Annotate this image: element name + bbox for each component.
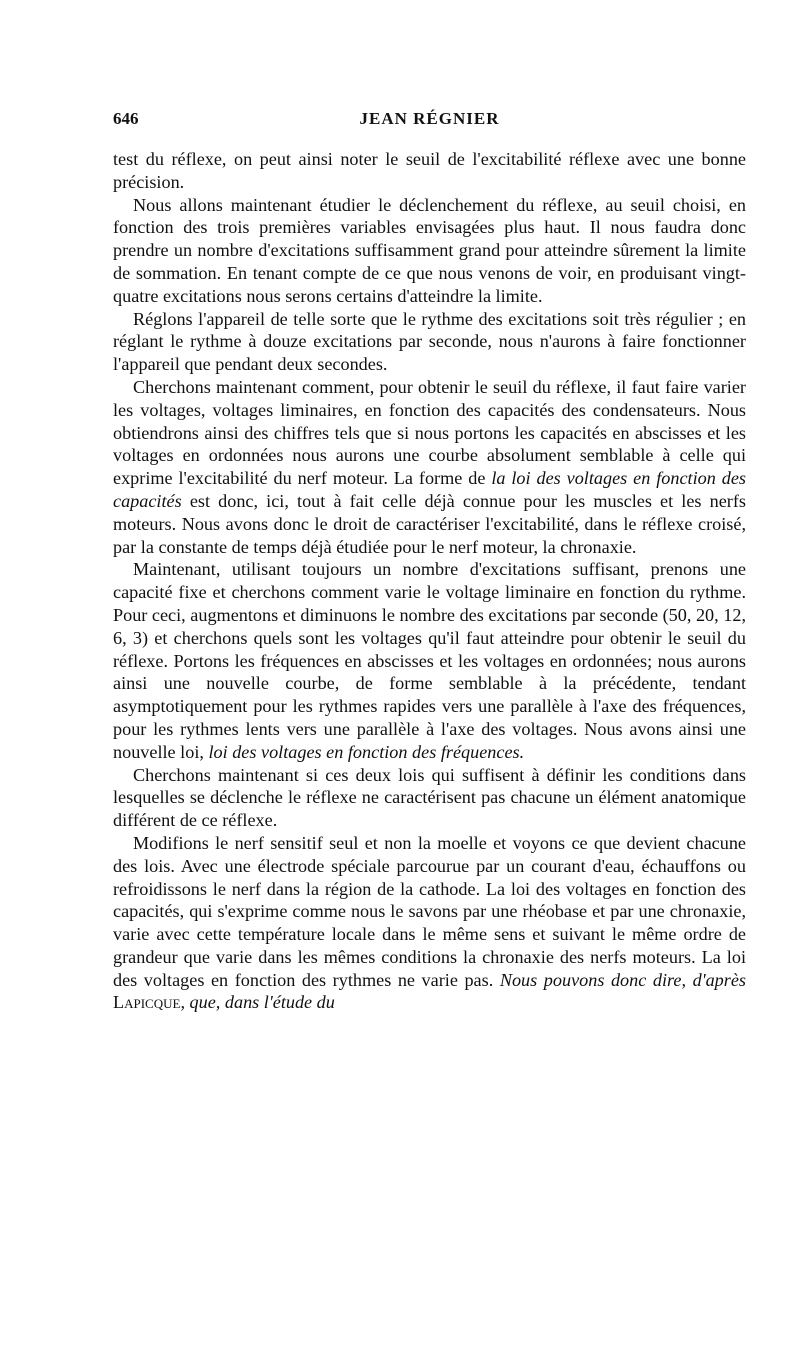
paragraph-2 xyxy=(113,194,746,308)
running-title: JEAN RÉGNIER xyxy=(359,109,500,128)
paragraph-4 xyxy=(113,376,746,558)
paragraph-6 xyxy=(113,764,746,832)
paragraph-text: Cherchons maintenant si ces deux lois qui suffisent à définir les conditions dans lesquelles se déclenche le réflexe ne caractérisent pas chacune un élément anatomique différent de ce réflexe. xyxy=(113,764,746,831)
page-number: 646 xyxy=(113,109,139,128)
paragraph-text: est donc, ici, tout à fait celle déjà connue pour les muscles et les nerfs moteurs. Nous avons donc le droit de caractériser l'excitabilité, dans le réflexe croisé, par la constante de temps déjà étudiée pour le nerf moteur, la chronaxie. xyxy=(113,490,746,557)
paragraph-text: Nous allons maintenant étudier le déclenchement du réflexe, au seuil choisi, en fonction des trois premières variables envisagées plus haut. Il nous faudra donc prendre un nombre d'excitations suffisamment grand pour atteindre sûrement la limite de sommation. En tenant compte de ce que nous venons de voir, en produisant vingt-quatre excitations nous serons certains d'atteindre la limite. xyxy=(113,194,746,306)
emphasis-law-frequencies: loi des voltages en fonction des fréquences. xyxy=(208,741,525,762)
body-text xyxy=(113,148,746,1014)
paragraph-text: Cherchons maintenant comment, pour obtenir le seuil du réflexe, il faut faire varier les voltages, voltages liminaires, en fonction des capacités des condensateurs. Nous obtiendrons ainsi des chiffres tels que si nous portons les capacités en abscisses et les voltages en ordonnées nous aurons une courbe absolument semblable à celle qui exprime l'excitabilité du nerf moteur. La forme de xyxy=(113,376,746,489)
paragraph-text: Modifions le nerf sensitif seul et non la moelle et voyons ce que devient chacune des lois. Avec une électrode spéciale parcourue par un courant d'eau, échauffons ou refroidissons le nerf dans la région de la cathode. La loi des voltages en fonction des capacités, qui s'exprime comme nous le savons par une rhéobase et par une chronaxie, varie avec cette température locale dans le même sens et suivant le même ordre de grandeur que varie dans les mêmes conditions la chronaxie des nerfs moteurs. La loi des voltages en fonction des rythmes ne varie pas. xyxy=(113,832,746,990)
paragraph-7 xyxy=(113,832,746,1014)
paragraph-5 xyxy=(113,558,746,763)
emphasis-conclusion-start: Nous pouvons donc dire, d'après xyxy=(499,969,747,990)
page-header xyxy=(113,109,746,133)
paragraph-text: Maintenant, utilisant toujours un nombre d'excitations suffisant, prenons une capacité fixe et cherchons comment varie le voltage liminaire en fonction du rythme. Pour ceci, augmentons et diminuons le nombre des excitations par seconde (50, 20, 12, 6, 3) et cherchons quels sont les voltages qu'il faut atteindre pour obtenir le seuil du réflexe. Portons les fréquences en abscisses et les voltages en ordonnées; nous aurons ainsi une nouvelle courbe, de forme semblable à la précédente, tendant asymptotiquement pour les rythmes rapides vers une parallèle à l'axe des fréquences, pour les rythmes lents vers une parallèle à l'axe des voltages. Nous avons ainsi une nouvelle loi, xyxy=(113,559,746,762)
emphasis-law-capacities: la loi des voltages en fonction des capacités xyxy=(113,468,747,511)
paragraph-text: test du réflexe, on peut ainsi noter le seuil de l'excitabilité réflexe avec une bonne précision. xyxy=(113,149,746,192)
paragraph-1 xyxy=(113,148,746,194)
paragraph-text: Réglons l'appareil de telle sorte que le rythme des excitations soit très régulier ; en réglant le rythme à douze excitations par seconde, nous n'aurons à faire fonctionner l'appareil que pendant deux secondes. xyxy=(113,308,746,375)
emphasis-conclusion-end: , que, dans l'étude du xyxy=(180,992,335,1013)
author-name-smallcaps: Lapicque xyxy=(113,992,181,1013)
paragraph-3 xyxy=(113,308,746,376)
